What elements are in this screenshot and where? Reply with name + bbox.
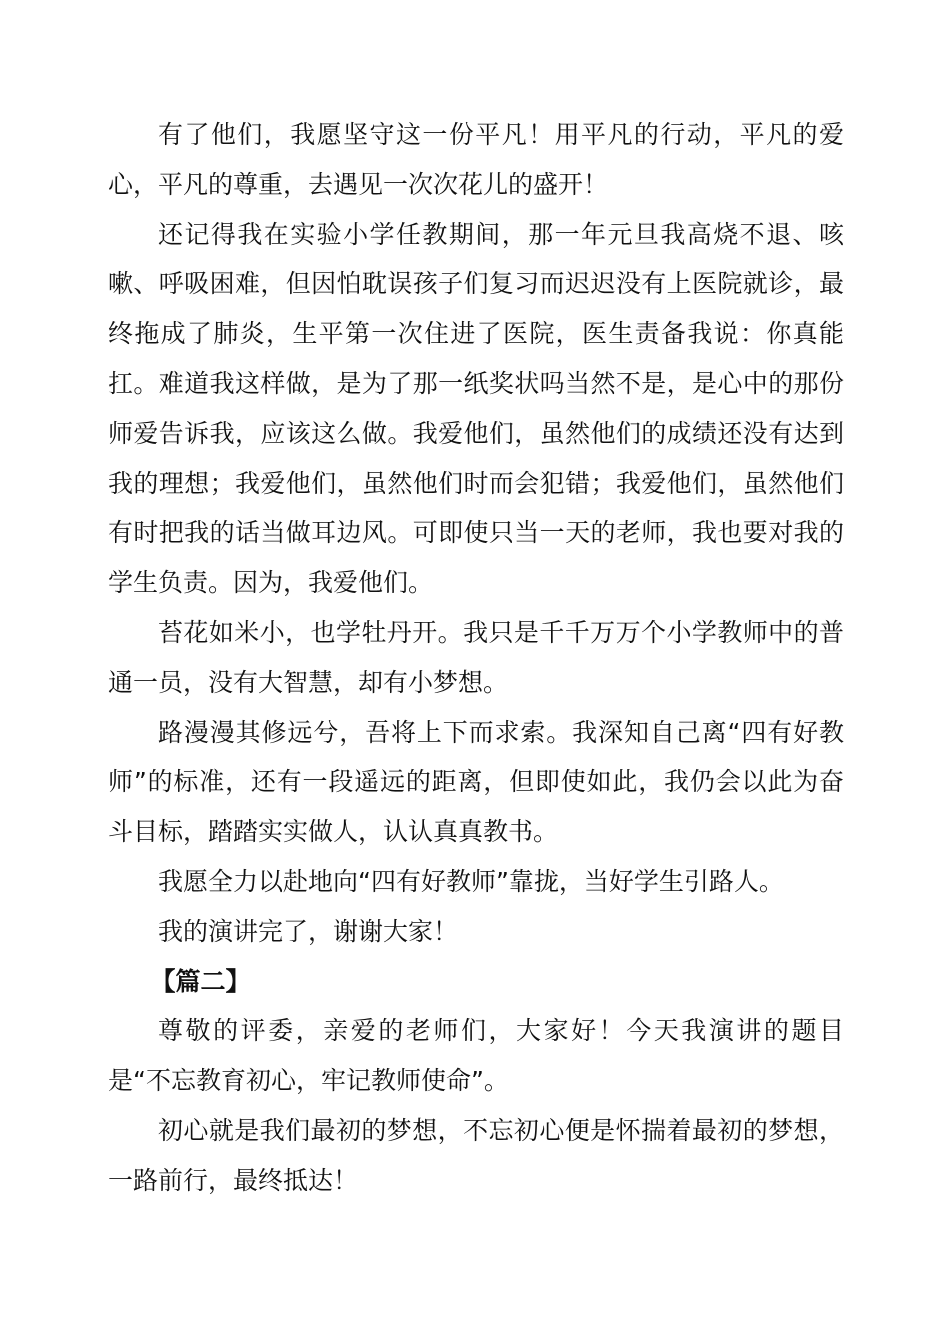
paragraph-5: 我愿全力以赴地向“四有好教师”靠拢，当好学生引路人。 — [158, 866, 784, 896]
paragraph-7: 尊敬的评委，亲爱的老师们，大家好！今天我演讲的题目是“不忘教育初心，牢记教师使命”。 — [108, 1016, 844, 1096]
paragraph-4: 路漫漫其修远兮，吾将上下而求索。我深知自己离“四有好教师”的标准，还有一段遥远的距离，但即使如此，我仍会以此为奋斗目标，踏踏实实做人，认认真真教书。 — [108, 717, 844, 847]
paragraph-8: 初心就是我们最初的梦想，不忘初心便是怀揣着最初的梦想，一路前行，最终抵达！ — [108, 1115, 844, 1195]
paragraph-2: 还记得我在实验小学任教期间，那一年元旦我高烧不退、咳嗽、呼吸困难，但因怕耽误孩子们复习而迟迟没有上医院就诊，最终拖成了肺炎，生平第一次住进了医院，医生责备我说：你真能扛。难道我这样做，是为了那一纸奖状吗当然不是，是心中的那份师爱告诉我，应该这么做。我爱他们，虽然他们的成绩还没有达到我的理想；我爱他们，虽然他们时而会犯错；我爱他们，虽然他们有时把我的话当做耳边风。可即使只当一天的老师，我也要对我的学生负责。因为，我爱他们。 — [108, 219, 844, 598]
section-heading: 【篇二】 — [150, 966, 251, 996]
document-body — [108, 110, 844, 1206]
paragraph-6: 我的演讲完了，谢谢大家！ — [158, 916, 459, 946]
paragraph-3: 苔花如米小，也学牡丹开。我只是千千万万个小学教师中的普通一员，没有大智慧，却有小梦想。 — [108, 617, 844, 697]
paragraph-1: 有了他们，我愿坚守这一份平凡！用平凡的行动，平凡的爱心，平凡的尊重，去遇见一次次花儿的盛开！ — [108, 120, 844, 199]
